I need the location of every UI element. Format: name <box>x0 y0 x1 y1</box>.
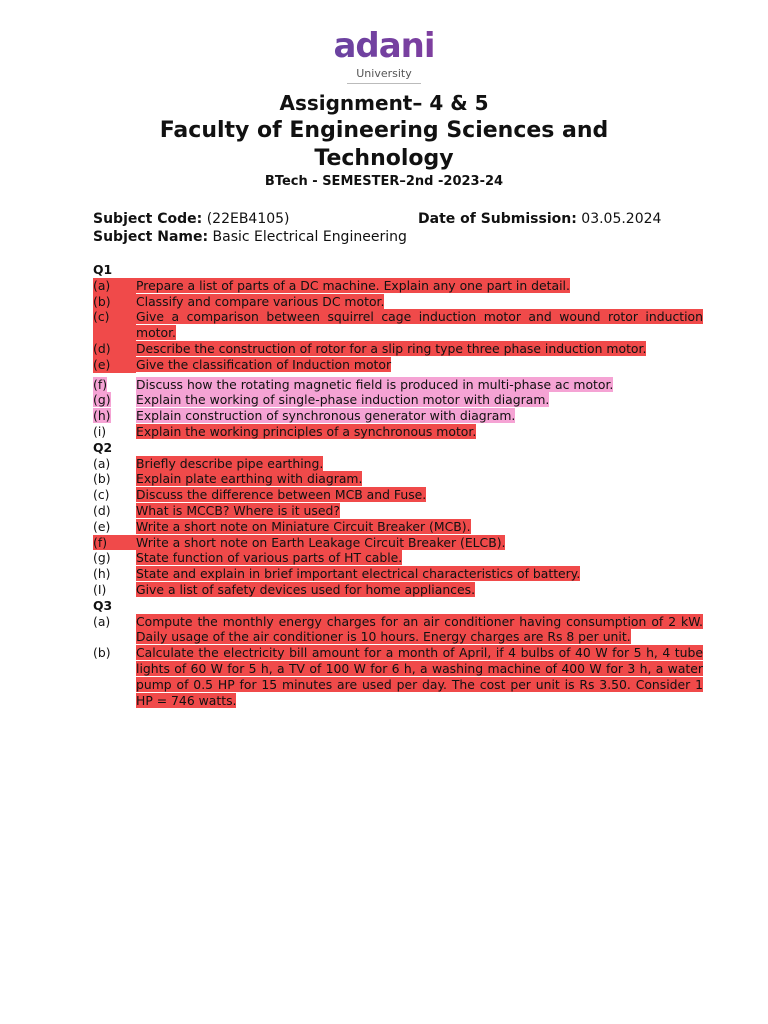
item-text: Explain construction of synchronous generator with diagram. <box>136 408 516 424</box>
item-label: (f) <box>93 535 136 551</box>
list-item <box>93 278 703 294</box>
logo-subtitle: University <box>356 67 412 80</box>
list-item <box>93 377 703 393</box>
item-label: (a) <box>93 455 111 471</box>
list-item <box>93 535 703 551</box>
list-item <box>93 341 703 357</box>
faculty-title-line1: Faculty of Engineering Sciences and <box>159 118 609 143</box>
item-label: (g) <box>93 392 111 408</box>
subject-code-value: (22EB4105) <box>206 211 290 227</box>
list-item <box>93 519 703 535</box>
submission-date <box>418 210 661 228</box>
subject-name-label: Subject Name: <box>93 229 209 245</box>
item-label: (d) <box>93 341 136 357</box>
submission-date-label: Date of Submission: <box>418 211 577 227</box>
item-text: Compute the monthly energy charges for an air conditioner having consumption of 2 kW. Daily usage of the air conditioner is 10 hours. Energy charges are Rs 8 per unit. <box>136 613 703 645</box>
item-text: Discuss how the rotating magnetic field is produced in multi-phase ac motor. <box>136 376 614 392</box>
list-item <box>93 424 703 440</box>
assignment-title: Assignment– 4 & 5 <box>279 91 489 115</box>
item-text: Discuss the difference between MCB and Fuse. <box>136 487 427 503</box>
list-item <box>93 487 703 503</box>
item-label: (c) <box>93 309 136 341</box>
subject-code <box>93 210 290 228</box>
item-text: Write a short note on Miniature Circuit Breaker (MCB). <box>136 518 471 534</box>
subject-name-value: Basic Electrical Engineering <box>212 229 407 245</box>
list-item <box>93 582 703 598</box>
question-list <box>93 262 703 708</box>
item-text: Give a comparison between squirrel cage induction motor and wound rotor induction motor. <box>136 309 703 341</box>
subject-code-label: Subject Code: <box>93 211 203 227</box>
item-label: (e) <box>93 518 111 534</box>
list-item <box>93 645 703 708</box>
item-text: Explain plate earthing with diagram. <box>136 471 363 487</box>
question-heading-q3: Q3 <box>93 597 113 613</box>
item-text: Explain the working of single-phase induction motor with diagram. <box>136 392 550 408</box>
item-text: Give a list of safety devices used for home appliances. <box>136 581 476 597</box>
logo-divider <box>347 83 421 84</box>
subject-name <box>93 228 407 246</box>
item-label: (h) <box>93 566 111 582</box>
item-text: What is MCCB? Where is it used? <box>136 502 340 518</box>
logo-wordmark: adani <box>0 26 768 66</box>
list-item <box>93 503 703 519</box>
item-label: (g) <box>93 550 111 566</box>
item-text: Briefly describe pipe earthing. <box>136 455 324 471</box>
list-item <box>93 456 703 472</box>
item-label: (b) <box>93 471 111 487</box>
item-label: (i) <box>93 423 107 439</box>
semester-line: BTech - SEMESTER–2nd -2023-24 <box>264 174 504 189</box>
item-label: (a) <box>93 613 111 629</box>
list-item <box>93 408 703 424</box>
question-heading-q2: Q2 <box>93 439 113 455</box>
submission-date-value: 03.05.2024 <box>581 211 662 227</box>
item-text: State and explain in brief important electrical characteristics of battery. <box>136 566 581 582</box>
question-heading-q1: Q1 <box>93 262 113 277</box>
faculty-title-line2: Technology <box>314 146 454 171</box>
item-label: (b) <box>93 645 111 661</box>
item-label: (a) <box>93 278 136 294</box>
item-text: Prepare a list of parts of a DC machine. Explain any one part in detail. <box>136 277 570 293</box>
item-label: (h) <box>93 408 111 424</box>
item-label: (b) <box>93 294 136 310</box>
item-text: Give the classification of Induction motor <box>136 356 392 372</box>
list-item <box>93 392 703 408</box>
item-text: Classify and compare various DC motor. <box>136 293 385 309</box>
item-label: (f) <box>93 376 108 392</box>
item-label: (d) <box>93 502 111 518</box>
item-text: Describe the construction of rotor for a slip ring type three phase induction motor. <box>136 340 647 356</box>
item-label: (c) <box>93 487 110 503</box>
item-text: Write a short note on Earth Leakage Circuit Breaker (ELCB). <box>136 534 506 550</box>
list-item <box>93 566 703 582</box>
item-label: (e) <box>93 357 136 373</box>
item-text: State function of various parts of HT cable. <box>136 550 403 566</box>
list-item <box>93 471 703 487</box>
item-label: (I) <box>93 581 107 597</box>
item-text: Calculate the electricity bill amount for a month of April, if 4 bulbs of 40 W for 5 h, 4 tube lights of 60 W for 5 h, a TV of 100 W for 6 h, a washing machine of 400 W for 3 h, a water pump of 0.5 HP for 15 minutes are used per day. The cost per unit is Rs 3.50. Consider 1 HP = 746 watts. <box>136 645 703 708</box>
university-logo <box>0 26 768 84</box>
list-item <box>93 294 703 310</box>
list-item <box>93 357 703 373</box>
item-text: Explain the working principles of a synchronous motor. <box>136 423 477 439</box>
list-item <box>93 309 703 341</box>
list-item <box>93 614 703 646</box>
list-item <box>93 550 703 566</box>
